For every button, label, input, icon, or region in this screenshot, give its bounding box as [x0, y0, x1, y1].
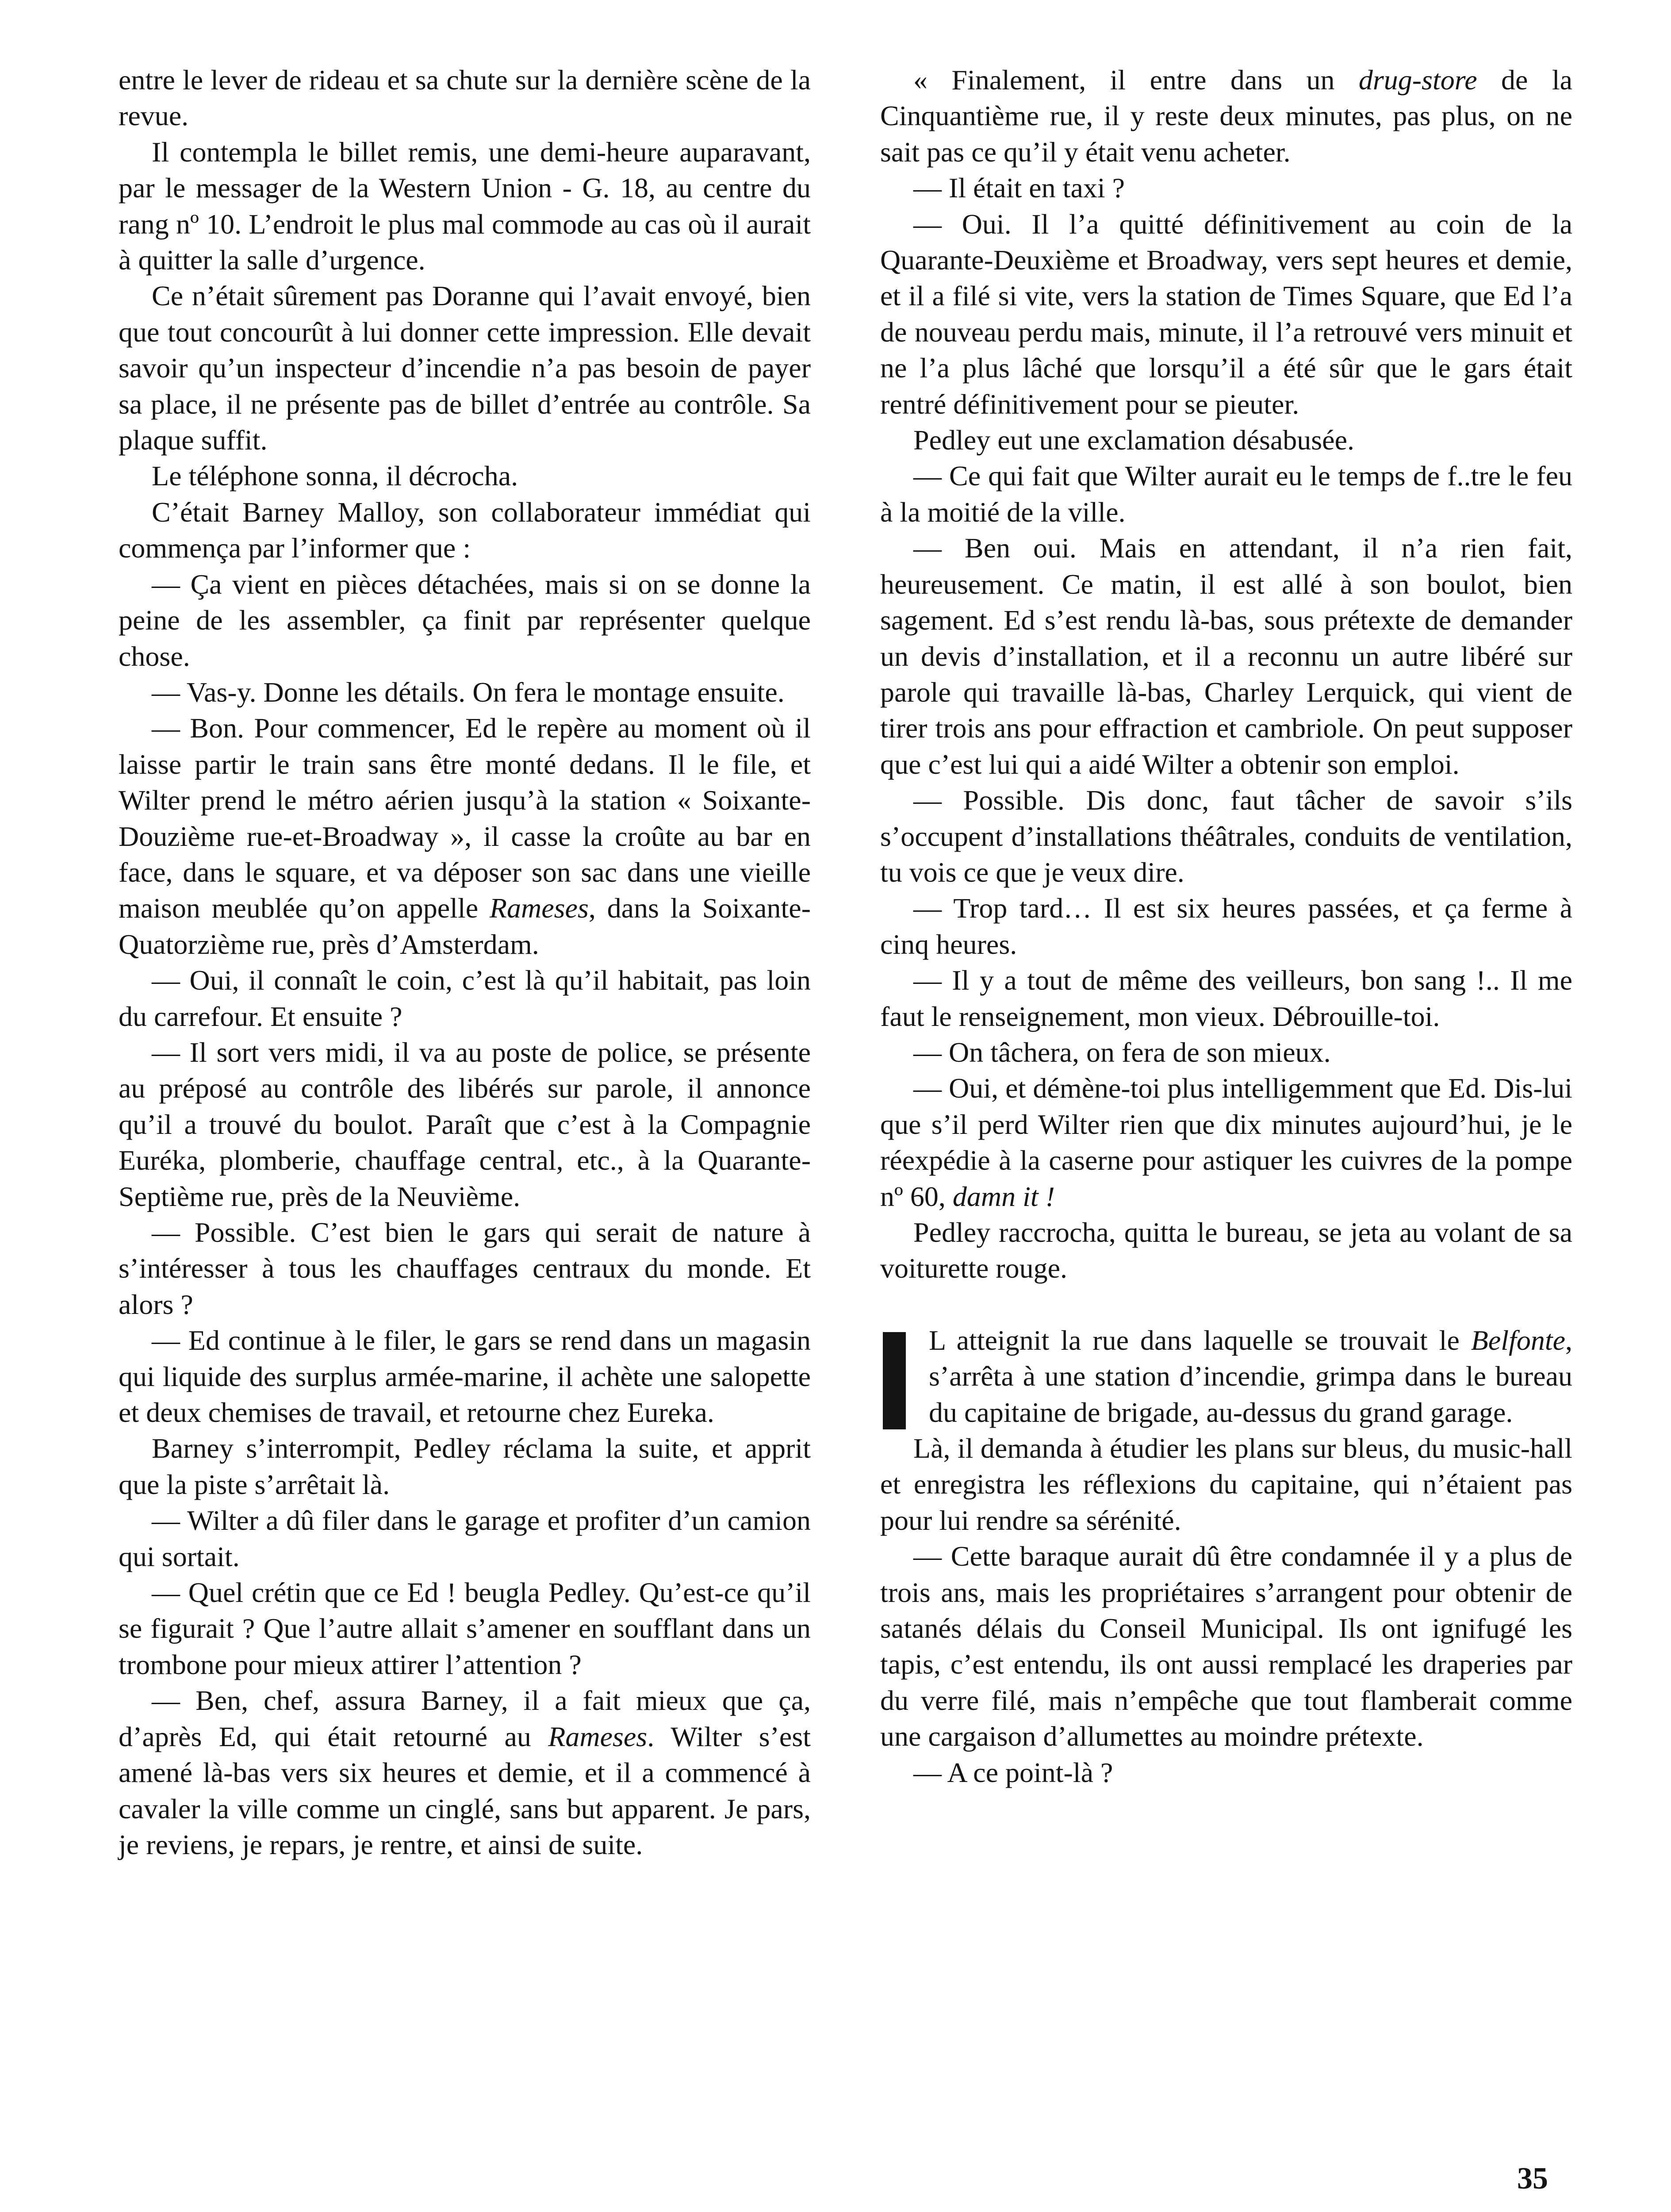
paragraph	[119, 962, 811, 1034]
paragraph	[119, 1034, 811, 1214]
text-run: — Ben, chef, assura Barney, il a fait mieux que ça, d’après Ed, qui était retourné au	[119, 1685, 811, 1752]
paragraph	[119, 494, 811, 566]
text-run: Pedley eut une exclamation désabusée.	[913, 424, 1354, 456]
paragraph	[880, 962, 1572, 1034]
text-run: — Cette baraque aurait dû être condamnée il y a plus de trois ans, mais les propriétaires s’arrangent pour obtenir de satanés délais du Conseil Municipal. Ils ont ignifugé les tapis, c’est entendu, ils ont aussi remplacé les draperies par du verre filé, mais n’empêche que tout flamberait comme une cargaison d’allumettes au moindre prétexte.	[880, 1540, 1572, 1752]
paragraph	[119, 1575, 811, 1682]
paragraph	[880, 422, 1572, 458]
text-run: — On tâchera, on fera de son mieux.	[913, 1036, 1331, 1068]
text-run: Ce n’était sûrement pas Doranne qui l’avait envoyé, bien que tout concourût à lui donner cette impression. Elle devait savoir qu’un inspecteur d’incendie n’a pas besoin de payer sa place, il ne présente pas de billet d’entrée au contrôle. Sa plaque suffit.	[119, 280, 811, 456]
paragraph	[880, 890, 1572, 962]
text-run: — Ben oui. Mais en attendant, il n’a rien fait, heureusement. Ce matin, il est allé à son boulot, bien sagement. Ed s’est rendu là-bas, sous prétexte de demander un devis d’installation, et il a reconnu un autre libéré sur parole qui travaille là-bas, Charley Lerquick, qui vient de tirer trois ans pour effraction et cambriole. On peut supposer que c’est lui qui a aidé Wilter a obtenir son emploi.	[880, 532, 1572, 780]
text-run: — Ed continue à le filer, le gars se rend dans un magasin qui liquide des surplus armée-marine, il achète une salopette et deux chemises de travail, et retourne chez Eureka.	[119, 1325, 811, 1429]
paragraph	[119, 674, 811, 710]
text-run: — A ce point-là ?	[913, 1756, 1113, 1788]
paragraph	[880, 458, 1572, 530]
paragraph	[119, 62, 811, 134]
text-run: — Oui. Il l’a quitté définitivement au coin de la Quarante-Deuxième et Broadway, vers sept heures et demie, et il a filé si vite, vers la station de Times Square, que Ed l’a de nouveau perdu mais, minute, il l’a retrouvé vers minuit et ne l’a plus lâché que lorsqu’il a été sûr que le gars était rentré définitivement pour se pieuter.	[880, 208, 1572, 420]
text-run: , dans la Soixante-Quatorzième rue, près d’Amsterdam.	[119, 892, 811, 960]
text-run: entre le lever de rideau et sa chute sur la dernière scène de la revue.	[119, 64, 811, 132]
text-column-right	[880, 62, 1572, 1790]
italic-text: Rameses	[548, 1720, 648, 1752]
paragraph	[880, 1538, 1572, 1754]
text-run: — Il sort vers midi, il va au poste de police, se présente au préposé au contrôle des libérés sur parole, il annonce qu’il a trouvé du boulot. Paraît que c’est à la Compagnie Euréka, plomberie, chauffage central, etc., à la Quarante-Septième rue, près de la Neuvième.	[119, 1036, 811, 1212]
paragraph	[880, 62, 1572, 170]
text-run: C’était Barney Malloy, son collaborateur immédiat qui commença par l’informer que :	[119, 496, 811, 564]
paragraph	[119, 1214, 811, 1322]
italic-text: Rameses	[489, 892, 589, 924]
drop-cap	[883, 1332, 906, 1429]
page-number: 35	[1517, 2162, 1548, 2196]
text-run: Barney s’interrompit, Pedley réclama la suite, et apprit que la piste s’arrêtait là.	[119, 1432, 811, 1500]
text-run: — Possible. C’est bien le gars qui serait de nature à s’intéresser à tous les chauffages centraux du monde. Et alors ?	[119, 1217, 811, 1320]
text-run: — Oui, et démène-toi plus intelligemment que Ed. Dis-lui que s’il perd Wilter rien que dix minutes aujourd’hui, je le réexpédie à la caserne pour astiquer les cuivres de la pompe nº 60,	[880, 1072, 1572, 1212]
text-run: — Ça vient en pièces détachées, mais si on se donne la peine de les assembler, ça finit par représenter quelque chose.	[119, 568, 811, 672]
italic-text: Belfonte	[1471, 1324, 1565, 1356]
paragraph	[119, 134, 811, 278]
text-run: Le téléphone sonna, il décrocha.	[152, 460, 518, 492]
text-run: — Quel crétin que ce Ed ! beugla Pedley. Qu’est-ce qu’il se figurait ? Que l’autre allait s’amener en soufflant dans un trombone pour mieux attirer l’attention ?	[119, 1577, 811, 1680]
paragraph	[119, 1502, 811, 1575]
paragraph	[880, 206, 1572, 422]
paragraph	[119, 1430, 811, 1502]
paragraph	[119, 1322, 811, 1430]
paragraph	[880, 1322, 1572, 1430]
paragraph	[119, 566, 811, 674]
text-run: de la Cinquantième rue, il y reste deux minutes, pas plus, on ne sait pas ce qu’il y était venu acheter.	[880, 64, 1573, 168]
paragraph	[880, 530, 1572, 782]
paragraph	[119, 278, 811, 458]
text-run: — Ce qui fait que Wilter aurait eu le temps de f..tre le feu à la moitié de la ville.	[880, 460, 1572, 528]
paragraph	[119, 458, 811, 494]
paragraph	[880, 1430, 1572, 1538]
text-run: L atteignit la rue dans laquelle se trouvait le	[929, 1324, 1471, 1356]
paragraph	[880, 1755, 1572, 1790]
paragraph	[119, 710, 811, 962]
paragraph	[880, 170, 1572, 206]
text-run: — Trop tard… Il est six heures passées, et ça ferme à cinq heures.	[880, 892, 1572, 960]
text-run: — Wilter a dû filer dans le garage et profiter d’un camion qui sortait.	[119, 1505, 811, 1572]
text-run: . Wilter s’est amené là-bas vers six heures et demie, et il a commencé à cavaler la ville comme un cinglé, sans but apparent. Je pars, je reviens, je repars, je rentre, et ainsi de suite.	[119, 1720, 811, 1860]
text-run: — Bon. Pour commencer, Ed le repère au moment où il laisse partir le train sans être monté dedans. Il le file, et Wilter prend le métro aérien jusqu’à la station « Soixante-Douzième rue-et-Broadway », il casse la croûte au bar en face, dans le square, et va déposer son sac dans une vieille maison meublée qu’on appelle	[119, 712, 811, 924]
text-run: — Vas-y. Donne les détails. On fera le montage ensuite.	[152, 676, 785, 708]
text-run: Il contempla le billet remis, une demi-heure auparavant, par le messager de la Western Union - G. 18, au centre du rang nº 10. L’endroit le plus mal commode au cas où il aurait à quitter la salle d’urgence.	[119, 136, 811, 276]
italic-text: drug-store	[1358, 64, 1477, 96]
text-run: — Il y a tout de même des veilleurs, bon sang !.. Il me faut le renseignement, mon vieux. Débrouille-toi.	[880, 964, 1572, 1032]
paragraph	[880, 1214, 1572, 1286]
paragraph	[880, 1070, 1572, 1214]
text-run: Pedley raccrocha, quitta le bureau, se jeta au volant de sa voiturette rouge.	[880, 1217, 1572, 1284]
text-run: , s’arrêta à une station d’incendie, grimpa dans le bureau du capitaine de brigade, au-dessus du grand garage.	[929, 1324, 1572, 1428]
text-run: Là, il demanda à étudier les plans sur bleus, du music-hall et enregistra les réflexions du capitaine, qui n’étaient pas pour lui rendre sa sérénité.	[880, 1432, 1572, 1536]
text-column-left	[119, 62, 811, 1863]
italic-text: damn it !	[952, 1180, 1055, 1212]
text-run: — Il était en taxi ?	[913, 172, 1125, 204]
paragraph	[880, 1034, 1572, 1070]
text-run: — Possible. Dis donc, faut tâcher de savoir s’ils s’occupent d’installations théâtrales, conduits de ventilation, tu vois ce que je veux dire.	[880, 784, 1572, 888]
text-run: — Oui, il connaît le coin, c’est là qu’il habitait, pas loin du carrefour. Et ensuite ?	[119, 964, 811, 1032]
paragraph	[880, 782, 1572, 890]
paragraph	[119, 1682, 811, 1863]
text-run: « Finalement, il entre dans un	[913, 64, 1359, 96]
